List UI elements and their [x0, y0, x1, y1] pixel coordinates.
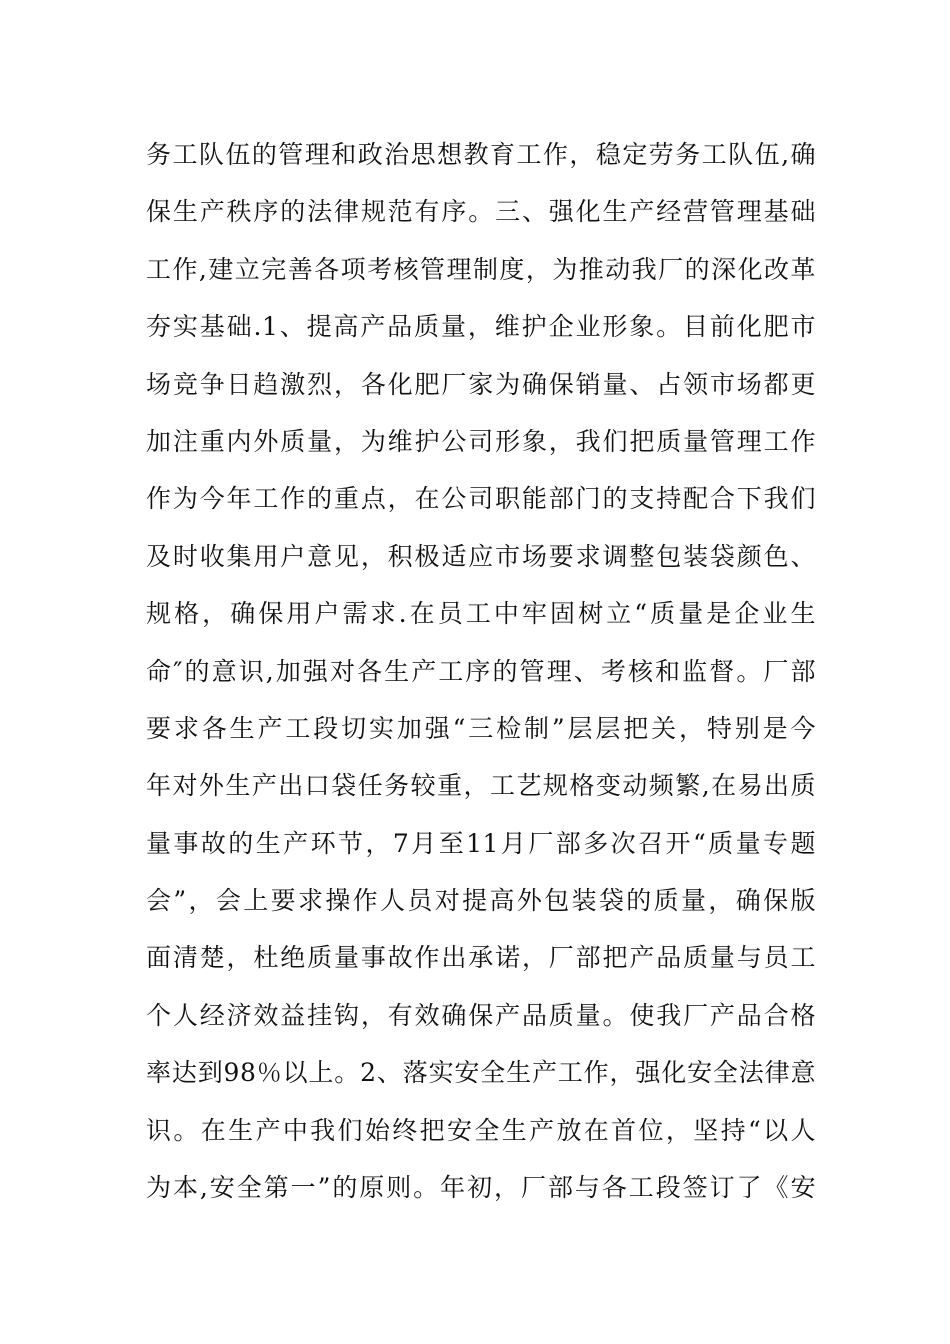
text-line: 工作,建立完善各项考核管理制度，为推动我厂的深化改革: [146, 254, 816, 284]
text-line: 作为今年工作的重点，在公司职能部门的支持配合下我们: [146, 484, 816, 514]
text-line: 夯实基础.1、提高产品质量，维护企业形象。目前化肥市: [146, 312, 816, 342]
text-line: 命″的意识,加强对各生产工序的管理、考核和监督。厂部: [146, 656, 816, 686]
text-line: 为本,安全第一”的原则。年初，厂部与各工段签订了《安: [146, 1173, 816, 1203]
text-line: 率达到98％以上。2、落实安全生产工作，强化安全法律意: [146, 1058, 816, 1088]
text-line: 加注重内外质量，为维护公司形象，我们把质量管理工作: [146, 426, 816, 456]
text-line: 识。在生产中我们始终把安全生产放在首位，坚持“以人: [146, 1115, 816, 1145]
text-line: 及时收集用户意见，积极适应市场要求调整包装袋颜色、: [146, 541, 816, 571]
text-line: 规格，确保用户需求.在员工中牢固树立“质量是企业生: [146, 599, 816, 629]
text-line: 要求各生产工段切实加强“三检制”层层把关，特别是今: [146, 713, 816, 743]
text-line: 年对外生产出口袋任务较重，工艺规格变动频繁,在易出质: [146, 771, 816, 801]
body-text: [146, 126, 816, 1216]
text-line: 务工队伍的管理和政治思想教育工作，稳定劳务工队伍,确: [146, 140, 816, 169]
text-line: 保生产秩序的法律规范有序。三、强化生产经营管理基础: [146, 197, 816, 227]
text-line: 场竞争日趋激烈，各化肥厂家为确保销量、占领市场都更: [146, 369, 816, 399]
text-line: 面清楚，杜绝质量事故作出承诺，厂部把产品质量与员工: [146, 943, 816, 973]
text-line: 量事故的生产环节，7月至11月厂部多次召开“质量专题: [146, 828, 816, 858]
text-line: 个人经济效益挂钩，有效确保产品质量。使我厂产品合格: [146, 1000, 816, 1030]
text-line: 会”，会上要求操作人员对提高外包装袋的质量，确保版: [146, 886, 816, 916]
